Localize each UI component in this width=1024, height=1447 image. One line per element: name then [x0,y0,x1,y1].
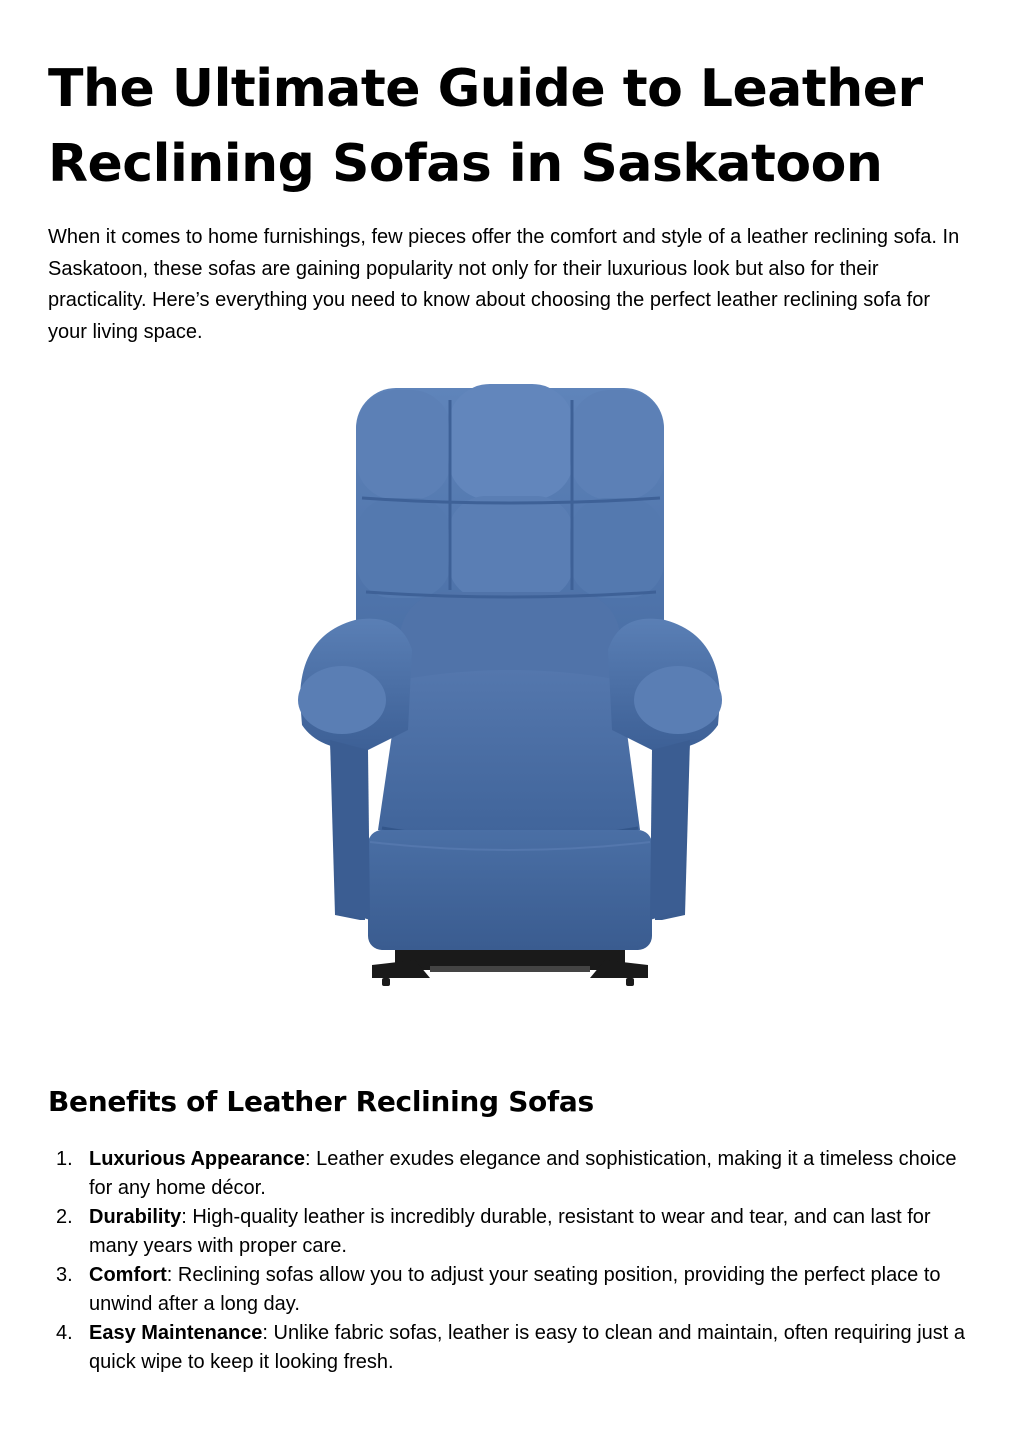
list-item [48,1261,978,1319]
recliner-seat [378,670,640,840]
intro-paragraph: When it comes to home furnishings, few pieces offer the comfort and style of a leather reclining sofa. In Saskatoon, these sofas are gaining popularity not only for their luxurious look but also for their practicality. Here’s everything you need to know about choosing the perfect leather reclining sofa for your living space. [48,226,960,343]
list-item-text: : Leather exudes elegance and sophistication, making it a timeless choice for any home décor. [89,1148,957,1199]
recliner-chair-image [290,380,730,1000]
list-item-number: 4. [56,1322,73,1344]
list-item-text: : High-quality leather is incredibly durable, resistant to wear and tear, and can last for many years with proper care. [89,1206,931,1257]
list-item [48,1145,978,1203]
list-item-term: Durability [89,1206,182,1228]
list-item [48,1319,978,1377]
list-item-number: 1. [56,1148,73,1170]
list-item-term: Easy Maintenance [89,1322,263,1344]
benefits-list [48,1145,978,1377]
recliner-footrest [368,830,652,950]
list-item-term: Comfort [89,1264,167,1286]
list-item-number: 3. [56,1264,73,1286]
list-item-text: : Unlike fabric sofas, leather is easy to clean and maintain, often requiring just a quick wipe to keep it looking fresh. [89,1322,966,1373]
benefits-heading: Benefits of Leather Reclining Sofas [48,1085,594,1118]
list-item-number: 2. [56,1206,73,1228]
list-item-text: : Reclining sofas allow you to adjust your seating position, providing the perfect place to unwind after a long day. [89,1264,941,1315]
page-title: The Ultimate Guide to Leather Reclining Sofas in Saskatoon [48,59,923,194]
list-item-term: Luxurious Appearance [89,1148,305,1170]
list-item [48,1203,978,1261]
